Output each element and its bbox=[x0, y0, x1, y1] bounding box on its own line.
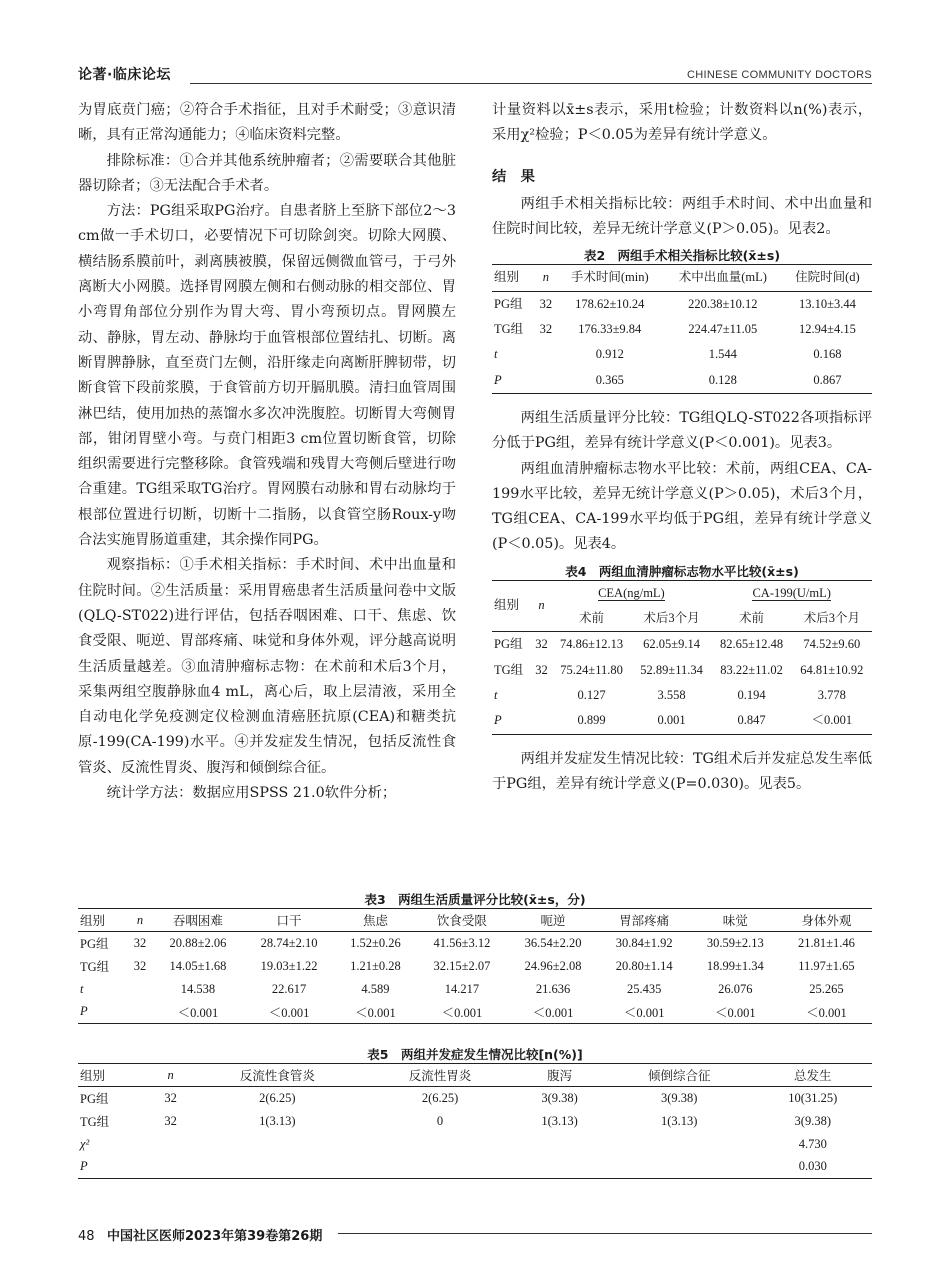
table-cell: 224.47±11.05 bbox=[688, 322, 758, 337]
table-cell: ＜0.001 bbox=[690, 1001, 781, 1024]
table-cell: 32 bbox=[539, 296, 553, 311]
table-row bbox=[492, 368, 872, 394]
table-cell: PG组 bbox=[80, 937, 109, 952]
table-cell: 3.778 bbox=[817, 687, 846, 702]
table-cell: 1.21±0.28 bbox=[350, 958, 401, 973]
table-cell: 12.94±4.15 bbox=[798, 322, 856, 337]
table-cell bbox=[605, 1133, 754, 1156]
table-cell bbox=[128, 1001, 153, 1024]
table-row bbox=[78, 1110, 872, 1133]
table-header: 倾倒综合征 bbox=[605, 1064, 754, 1087]
table-header: 组别 bbox=[78, 1064, 152, 1087]
table-cell bbox=[152, 1156, 189, 1179]
table-cell: 36.54±2.20 bbox=[524, 935, 582, 950]
table-header: 口干 bbox=[243, 909, 334, 932]
table5 bbox=[78, 1063, 872, 1179]
table-header: n bbox=[535, 265, 556, 291]
table-cell: 0.867 bbox=[783, 368, 872, 394]
table-row bbox=[492, 291, 872, 317]
table-cell: ＜0.001 bbox=[781, 1001, 872, 1024]
footer bbox=[78, 1225, 322, 1244]
table-row bbox=[492, 683, 872, 708]
table-cell: 32 bbox=[164, 1090, 177, 1105]
table-cell: 220.38±10.12 bbox=[688, 296, 758, 311]
table-cell: 22.617 bbox=[271, 981, 307, 996]
table-cell: 3(9.38) bbox=[660, 1090, 698, 1105]
table-cell bbox=[535, 368, 556, 394]
table-cell bbox=[189, 1156, 366, 1179]
table-cell: 0.912 bbox=[595, 347, 624, 362]
paragraph: 两组生活质量评分比较：TG组QLQ-ST022各项指标评分低于PG组，差异有统计学意义(P＜0.001)。见表3。 bbox=[492, 409, 872, 452]
table-cell: 0.001 bbox=[632, 708, 712, 734]
table-cell: TG组 bbox=[494, 662, 524, 677]
table-cell: 3(9.38) bbox=[541, 1090, 578, 1105]
table-row bbox=[492, 342, 872, 367]
table-cell: 11.97±1.65 bbox=[798, 958, 855, 973]
table-header: n bbox=[128, 909, 153, 932]
table-cell: 1(3.13) bbox=[259, 1113, 296, 1128]
table5-block bbox=[78, 1047, 872, 1179]
table-row bbox=[492, 632, 872, 658]
table-cell: 21.636 bbox=[535, 981, 571, 996]
table-cell: TG组 bbox=[494, 322, 524, 337]
table-cell: 26.076 bbox=[718, 981, 753, 996]
table-cell: 0.030 bbox=[754, 1156, 872, 1179]
footer-rule bbox=[338, 1233, 872, 1234]
table-cell: ＜0.001 bbox=[507, 1001, 598, 1024]
table-cell: 4.589 bbox=[361, 981, 390, 996]
table-cell: TG组 bbox=[80, 960, 110, 974]
table-header: 术前 bbox=[711, 606, 791, 632]
table-cell: 62.05±9.14 bbox=[643, 637, 700, 652]
table-cell: 0.128 bbox=[663, 368, 783, 394]
table4 bbox=[492, 580, 872, 735]
table-header: 总发生 bbox=[754, 1064, 872, 1087]
table-cell: 52.89±11.34 bbox=[640, 662, 703, 677]
table-row bbox=[78, 1087, 872, 1110]
table-cell: 32 bbox=[535, 637, 548, 652]
table-row bbox=[492, 317, 872, 342]
table-cell: 25.265 bbox=[809, 981, 844, 996]
table-cell: 32 bbox=[539, 322, 553, 337]
table-header: n bbox=[152, 1064, 189, 1087]
paragraph: 为胃底贲门癌；②符合手术指征，且对手术耐受；③意识清晰，具有正常沟通能力；④临床资料完整。 bbox=[78, 102, 456, 144]
table-cell: PG组 bbox=[80, 1092, 109, 1107]
table-cell: 3(9.38) bbox=[794, 1113, 831, 1128]
table-cell: 24.96±2.08 bbox=[524, 958, 582, 973]
table-cell: 4.730 bbox=[798, 1136, 827, 1151]
table-header: n bbox=[532, 580, 552, 632]
table-cell bbox=[514, 1156, 604, 1179]
table-cell: ＜0.001 bbox=[599, 1001, 690, 1024]
paragraph: 统计学方法：数据应用SPSS 21.0软件分析； bbox=[106, 785, 397, 802]
table-cell: 32 bbox=[133, 935, 147, 950]
table-cell: 176.33±9.84 bbox=[578, 322, 642, 337]
table-header: 组别 bbox=[492, 265, 535, 291]
table3-caption: 表3 两组生活质量评分比较(x̄±s，分) bbox=[364, 892, 586, 907]
table3 bbox=[78, 908, 872, 1024]
table-cell: χ² bbox=[80, 1136, 90, 1151]
table-cell: 1(3.13) bbox=[541, 1113, 578, 1128]
table-header: 术后3个月 bbox=[792, 606, 872, 632]
table4-body bbox=[492, 632, 872, 734]
table-header: 反流性胃炎 bbox=[366, 1064, 515, 1087]
table-cell bbox=[366, 1156, 515, 1179]
footer-journal: 中国社区医师2023年第39卷第26期 bbox=[106, 1229, 323, 1244]
table-cell bbox=[532, 683, 552, 708]
table2-caption: 表2 两组手术相关指标比较(x̄±s) bbox=[583, 248, 781, 264]
table-cell: 28.74±2.10 bbox=[260, 935, 318, 950]
table-cell bbox=[366, 1133, 515, 1156]
table-cell: ＜0.001 bbox=[152, 1001, 243, 1024]
table-header: 术前 bbox=[551, 606, 631, 632]
table-cell: PG组 bbox=[494, 637, 523, 652]
paragraph: 计量资料以x̄±s表示，采用t检验；计数资料以n(%)表示，采用χ²检验；P＜0.05为差异有统计学意义。 bbox=[492, 102, 872, 144]
paragraph: 排除标准：①合并其他系统肿瘤者；②需要联合其他脏器切除者；③无法配合手术者。 bbox=[78, 152, 456, 194]
table-row bbox=[78, 932, 872, 955]
table-row bbox=[492, 658, 872, 683]
table2 bbox=[492, 264, 872, 393]
table-cell: 20.80±1.14 bbox=[615, 958, 673, 973]
table-header: 焦虑 bbox=[335, 909, 417, 932]
table-cell: 83.22±11.02 bbox=[720, 662, 783, 677]
table-header: CA-199(U/mL) bbox=[711, 580, 872, 606]
table-cell bbox=[532, 708, 552, 734]
table4-caption: 表4 两组血清肿瘤标志物水平比较(x̄±s) bbox=[565, 563, 799, 579]
table-cell: 32 bbox=[535, 662, 548, 677]
table-header: 住院时间(d) bbox=[783, 265, 872, 291]
table-cell: 1(3.13) bbox=[660, 1113, 698, 1128]
table-header: 吞咽困难 bbox=[152, 909, 243, 932]
table-cell: TG组 bbox=[80, 1115, 110, 1129]
table-cell: 75.24±11.80 bbox=[560, 662, 623, 677]
table-cell: 14.05±1.68 bbox=[169, 958, 227, 973]
table-cell bbox=[514, 1133, 604, 1156]
table-cell: P bbox=[78, 1001, 128, 1024]
table-cell: t bbox=[80, 981, 84, 996]
right-column bbox=[492, 98, 872, 797]
table-cell: 74.86±12.13 bbox=[559, 637, 624, 652]
table-row bbox=[492, 708, 872, 734]
table-header: 身体外观 bbox=[781, 909, 872, 932]
table-cell: ＜0.001 bbox=[335, 1001, 417, 1024]
table-cell: 2(6.25) bbox=[421, 1090, 459, 1105]
table-cell: 0.194 bbox=[737, 687, 766, 702]
table-cell: 0.899 bbox=[551, 708, 631, 734]
paragraph: 方法：PG组采取PG治疗。自患者脐上至脐下部位2～3 cm做一手术切口，必要情况下可切除剑突。切除大网膜、横结肠系膜前叶，剥离胰被膜，保留远侧微血管弓，于弓外离断大小网膜。选择胃网膜左侧和右侧动脉的相交部位、胃小弯胃角部位分别作为胃大弯、胃小弯预切点。胃网膜左动、静脉，胃左动、静脉均于血管根部位置结扎、切断。离断胃脾静脉，直至贲门左侧，沿肝缘走向离断肝脾韧带，切断食管下段前浆膜，于食管前方切开膈肌膜。清扫血管周围淋巴结，使用加热的蒸馏水多次冲洗腹腔。切断胃大弯侧胃部，钳闭胃壁小弯。与贲门相距3 cm位置切断食管，切除组织需要进行完整移除。食管残端和残胃大弯侧后壁进行吻合重建。TG组采取TG治疗。胃网膜右动脉和胃右动脉均于根部位置进行切断，切断十二指肠，以食管空肠Roux-y吻合法实施胃肠道重建，其余操作同PG。 bbox=[78, 203, 456, 549]
table-cell: ＜0.001 bbox=[792, 708, 872, 734]
table-row bbox=[78, 1001, 872, 1024]
table-cell: 0 bbox=[436, 1113, 444, 1128]
table-cell: P bbox=[492, 368, 535, 394]
table-cell: 32 bbox=[133, 958, 147, 973]
table-header: 呃逆 bbox=[507, 909, 598, 932]
table-header: 腹泻 bbox=[514, 1064, 604, 1087]
table-cell: 178.62±10.24 bbox=[575, 296, 645, 311]
journal-header: CHINESE COMMUNITY DOCTORS bbox=[687, 69, 872, 81]
table-cell: PG组 bbox=[494, 296, 523, 311]
table-row bbox=[78, 955, 872, 978]
table3-block bbox=[78, 892, 872, 1024]
paragraph: 两组血清肿瘤标志物水平比较：术前，两组CEA、CA-199水平比较，差异无统计学意义(P＞0.05)，术后3个月，TG组CEA、CA-199水平均低于PG组，差异有统计学意义(P＜0.05)。见表4。 bbox=[492, 460, 872, 553]
table-header: 组别 bbox=[492, 580, 532, 632]
table-cell: 74.52±9.60 bbox=[803, 637, 861, 652]
section-header: 论著·临床论坛 bbox=[78, 67, 171, 83]
table-cell: 32 bbox=[164, 1113, 177, 1128]
paragraph: 两组并发症发生情况比较：TG组术后并发症总发生率低于PG组，差异有统计学意义(P=0.030)。见表5。 bbox=[492, 750, 872, 792]
table-cell: 1.52±0.26 bbox=[350, 935, 401, 950]
table-cell: 30.84±1.92 bbox=[615, 935, 673, 950]
table-cell: 21.81±1.46 bbox=[797, 935, 855, 950]
table-cell bbox=[535, 342, 556, 367]
table5-body bbox=[78, 1087, 872, 1179]
table-cell: 3.558 bbox=[657, 687, 686, 702]
table3-body bbox=[78, 932, 872, 1024]
table-cell: 30.59±2.13 bbox=[706, 935, 764, 950]
table-row bbox=[78, 978, 872, 1001]
table-header: 组别 bbox=[78, 909, 128, 932]
table-cell bbox=[605, 1156, 754, 1179]
table-cell: 19.03±1.22 bbox=[260, 958, 318, 973]
table-header: CEA(ng/mL) bbox=[551, 580, 711, 606]
table-header: 饮食受限 bbox=[416, 909, 507, 932]
table-cell: P bbox=[78, 1156, 152, 1179]
table-cell: 0.365 bbox=[557, 368, 663, 394]
table-cell: t bbox=[494, 347, 498, 362]
table-row bbox=[78, 1156, 872, 1179]
table-cell: 14.217 bbox=[444, 981, 480, 996]
table-cell: 1.544 bbox=[708, 347, 737, 362]
table-cell: 64.81±10.92 bbox=[800, 662, 864, 677]
table5-caption: 表5 两组并发症发生情况比较[n(%)] bbox=[367, 1047, 583, 1062]
table-cell: 0.127 bbox=[577, 687, 606, 702]
table-cell: 32.15±2.07 bbox=[433, 958, 491, 973]
table-cell: 20.88±2.06 bbox=[169, 935, 227, 950]
table-cell: t bbox=[494, 687, 498, 702]
table-cell: 14.538 bbox=[180, 981, 216, 996]
table-row bbox=[78, 1133, 872, 1156]
table-cell: 10(31.25) bbox=[788, 1090, 838, 1105]
table2-body bbox=[492, 291, 872, 393]
table-header: 术中出血量(mL) bbox=[663, 265, 783, 291]
results-heading: 结 果 bbox=[492, 168, 535, 185]
paragraph: 两组手术相关指标比较：两组手术时间、术中出血量和住院时间比较，差异无统计学意义(P＞0.05)。见表2。 bbox=[492, 195, 872, 238]
table-cell: 25.435 bbox=[626, 981, 662, 996]
table-header: 术后3个月 bbox=[632, 606, 712, 632]
table-header: 反流性食管炎 bbox=[189, 1064, 366, 1087]
table-cell: 41.56±3.12 bbox=[433, 935, 491, 950]
table-cell: ＜0.001 bbox=[416, 1001, 507, 1024]
table-cell: 13.10±3.44 bbox=[798, 296, 856, 311]
header-rule bbox=[190, 83, 872, 84]
table-header: 胃部疼痛 bbox=[599, 909, 690, 932]
page-number: 48 bbox=[78, 1229, 95, 1244]
table-cell: 82.65±12.48 bbox=[719, 637, 784, 652]
table-cell: ＜0.001 bbox=[243, 1001, 334, 1024]
table-cell bbox=[189, 1133, 366, 1156]
table-cell bbox=[128, 978, 153, 1001]
table-cell: 0.168 bbox=[813, 347, 842, 362]
left-column bbox=[78, 98, 456, 806]
table-header: 手术时间(min) bbox=[557, 265, 663, 291]
table-cell bbox=[152, 1133, 189, 1156]
table-cell: 18.99±1.34 bbox=[706, 958, 764, 973]
table-header: 味觉 bbox=[690, 909, 781, 932]
table-cell: 0.847 bbox=[711, 708, 791, 734]
table-cell: 2(6.25) bbox=[259, 1090, 296, 1105]
table-cell: P bbox=[492, 708, 532, 734]
paragraph: 观察指标：①手术相关指标：手术时间、术中出血量和住院时间。②生活质量：采用胃癌患者生活质量问卷中文版(QLQ-ST022)进行评估，包括吞咽困难、口干、焦虑、饮食受限、呃逆、胃部疼痛、味觉和身体外观，评分越高说明生活质量越差。③血清肿瘤标志物：在术前和术后3个月，采集两组空腹静脉血4 mL，离心后，取上层清液，采用全自动电化学免疫测定仪检测血清癌胚抗原(CEA)和糖类抗原-199(CA-199)水平。④并发症发生情况，包括反流性食管炎、反流性胃炎、腹泻和倾倒综合征。 bbox=[78, 557, 456, 776]
